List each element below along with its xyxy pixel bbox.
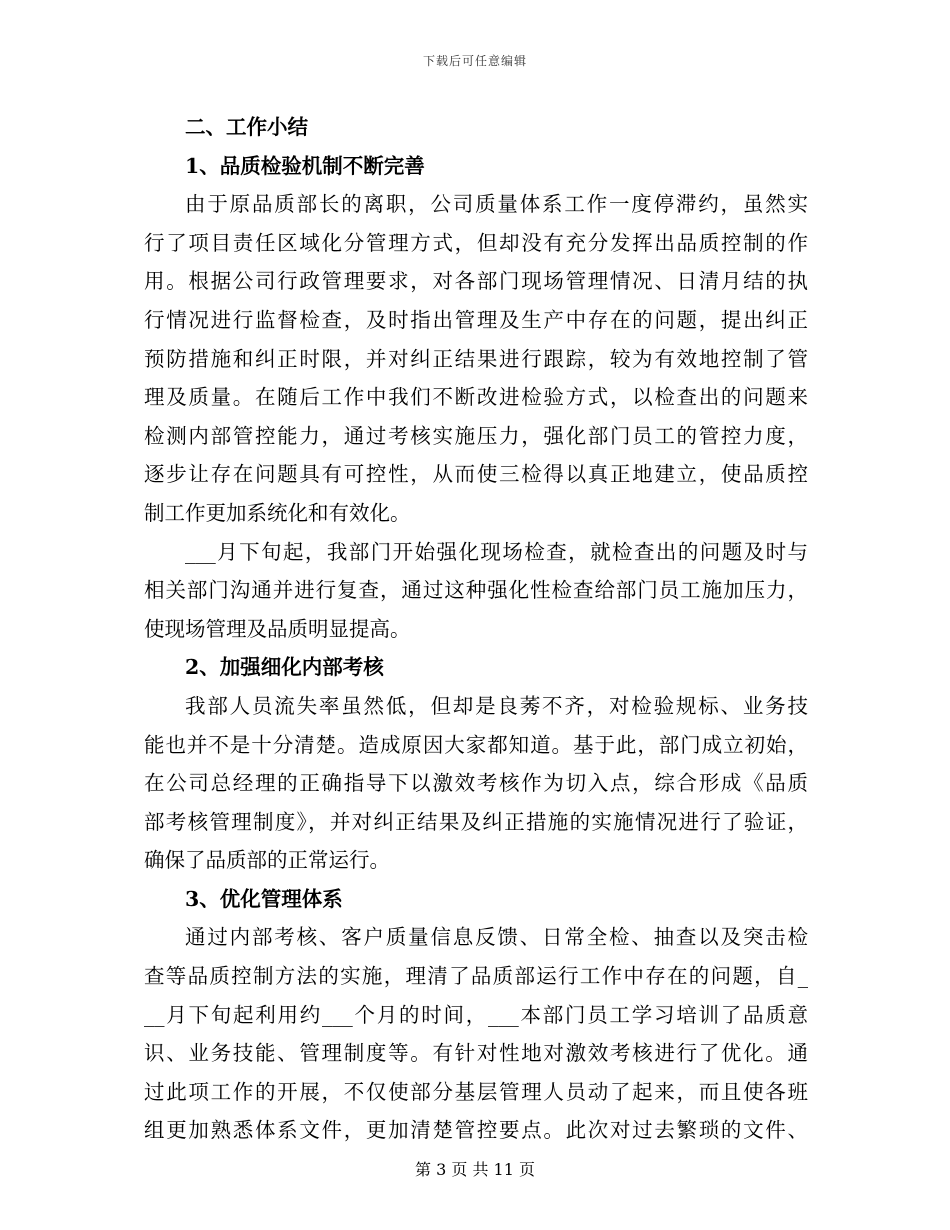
paragraph: [144, 687, 808, 880]
paragraph-line: 行了项目责任区域化分管理方式，但却没有充分发挥出品质控制的作: [144, 230, 808, 255]
paragraph-line: 相关部门沟通并进行复查，通过这种强化性检查给部门员工施加压力，: [144, 578, 808, 603]
paragraph: [144, 533, 808, 649]
paragraph-line: 理及质量。在随后工作中我们不断改进检验方式，以检查出的问题来: [144, 385, 808, 410]
page-number: 第 3 页 共 11 页: [415, 1160, 535, 1179]
paragraph-line: 制工作更加系统化和有效化。: [144, 500, 411, 525]
document-body: [144, 108, 808, 1150]
subsection-heading: 2、加强细化内部考核: [185, 655, 384, 680]
paragraph-line: 在公司总经理的正确指导下以激效考核作为切入点，综合形成《品质: [144, 771, 808, 796]
paragraph-line: 识、业务技能、管理制度等。有针对性地对激效考核进行了优化。通: [144, 1041, 808, 1066]
paragraph-line: 行情况进行监督检查，及时指出管理及生产中存在的问题，提出纠正: [144, 307, 808, 332]
paragraph-line: 能也并不是十分清楚。造成原因大家都知道。基于此，部门成立初始，: [144, 732, 808, 757]
paragraph-line: 确保了品质部的正常运行。: [144, 848, 390, 873]
paragraph-line: 检测内部管控能力，通过考核实施压力，强化部门员工的管控力度，: [144, 423, 808, 448]
subsection-heading: 1、品质检验机制不断完善: [185, 153, 425, 178]
paragraph-line: 我部人员流失率虽然低，但却是良莠不齐，对检验规标、业务技: [185, 693, 808, 718]
paragraph-line: 组更加熟悉体系文件，更加清楚管控要点。此次对过去繁琐的文件、: [144, 1118, 808, 1143]
paragraph-line: 查等品质控制方法的实施，理清了品质部运行工作中存在的问题，自_: [144, 964, 808, 989]
section-heading: 二、工作小结: [185, 115, 308, 139]
paragraph-line: ___月下旬起，我部门开始强化现场检查，就检查出的问题及时与: [185, 539, 808, 564]
paragraph: [144, 185, 808, 532]
page-header: 下载后可任意编辑: [422, 54, 527, 68]
paragraph-line: 使现场管理及品质明显提高。: [144, 616, 411, 641]
paragraph: [144, 918, 808, 1150]
paragraph-line: 部考核管理制度》，并对纠正结果及纠正措施的实施情况进行了验证，: [144, 809, 808, 834]
paragraph-line: 通过内部考核、客户质量信息反馈、日常全检、抽查以及突击检: [185, 925, 808, 950]
paragraph-line: 逐步让存在问题具有可控性，从而使三检得以真正地建立，使品质控: [144, 462, 808, 487]
paragraph-line: 过此项工作的开展，不仅使部分基层管理人员动了起来，而且使各班: [144, 1079, 808, 1104]
paragraph-line: 用。根据公司行政管理要求，对各部门现场管理情况、日清月结的执: [144, 269, 808, 294]
paragraph-line: __月下旬起利用约___个月的时间，___本部门员工学习培训了品质意: [144, 1002, 808, 1027]
paragraph-line: 由于原品质部长的离职，公司质量体系工作一度停滞约，虽然实: [185, 192, 808, 217]
paragraph-line: 预防措施和纠正时限，并对纠正结果进行跟踪，较为有效地控制了管: [144, 346, 808, 371]
subsection-heading: 3、优化管理体系: [185, 886, 343, 911]
